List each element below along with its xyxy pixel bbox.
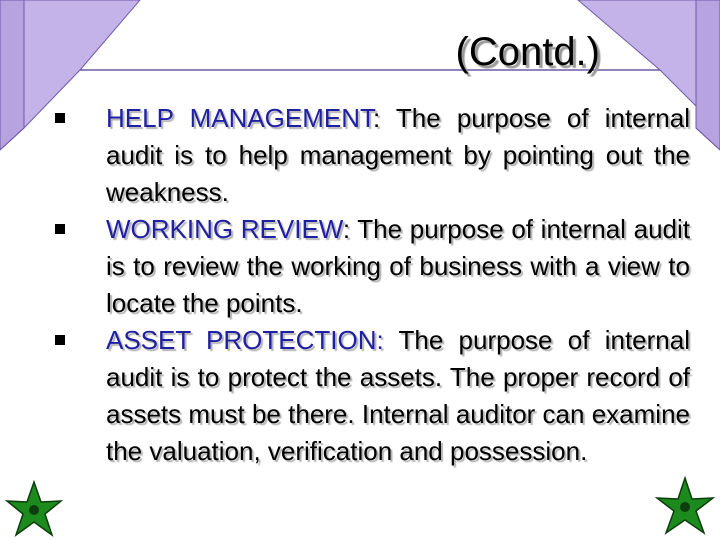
bullet-list xyxy=(40,100,690,470)
star-leaf-icon xyxy=(0,478,68,540)
list-item-text xyxy=(106,322,690,470)
bullet-square-icon xyxy=(55,224,65,234)
list-item xyxy=(40,100,690,211)
bullet-square-icon xyxy=(55,335,65,345)
item-body: The purpose of internal audit is to review the working of business with a view to locate the points. xyxy=(106,214,690,318)
bullet-square-icon xyxy=(55,113,65,123)
item-keyword: HELP MANAGEMENT xyxy=(106,103,374,133)
star-leaf-icon xyxy=(650,474,720,540)
list-item-text xyxy=(106,100,690,211)
item-keyword: WORKING REVIEW xyxy=(106,214,343,244)
item-keyword: ASSET PROTECTION: xyxy=(106,325,384,355)
item-body: The purpose of internal audit is to protect the assets. The proper record of assets must be there. Internal auditor can examine the valuation, verification and possession. xyxy=(106,325,690,466)
slide-title: (Contd.) xyxy=(455,30,600,74)
list-item xyxy=(40,211,690,322)
list-item xyxy=(40,322,690,470)
item-colon: : xyxy=(373,103,381,133)
item-colon: : xyxy=(342,214,351,244)
list-item-text xyxy=(106,211,690,322)
item-body: The purpose of internal audit is to help management by pointing out the weakness. xyxy=(106,103,690,207)
